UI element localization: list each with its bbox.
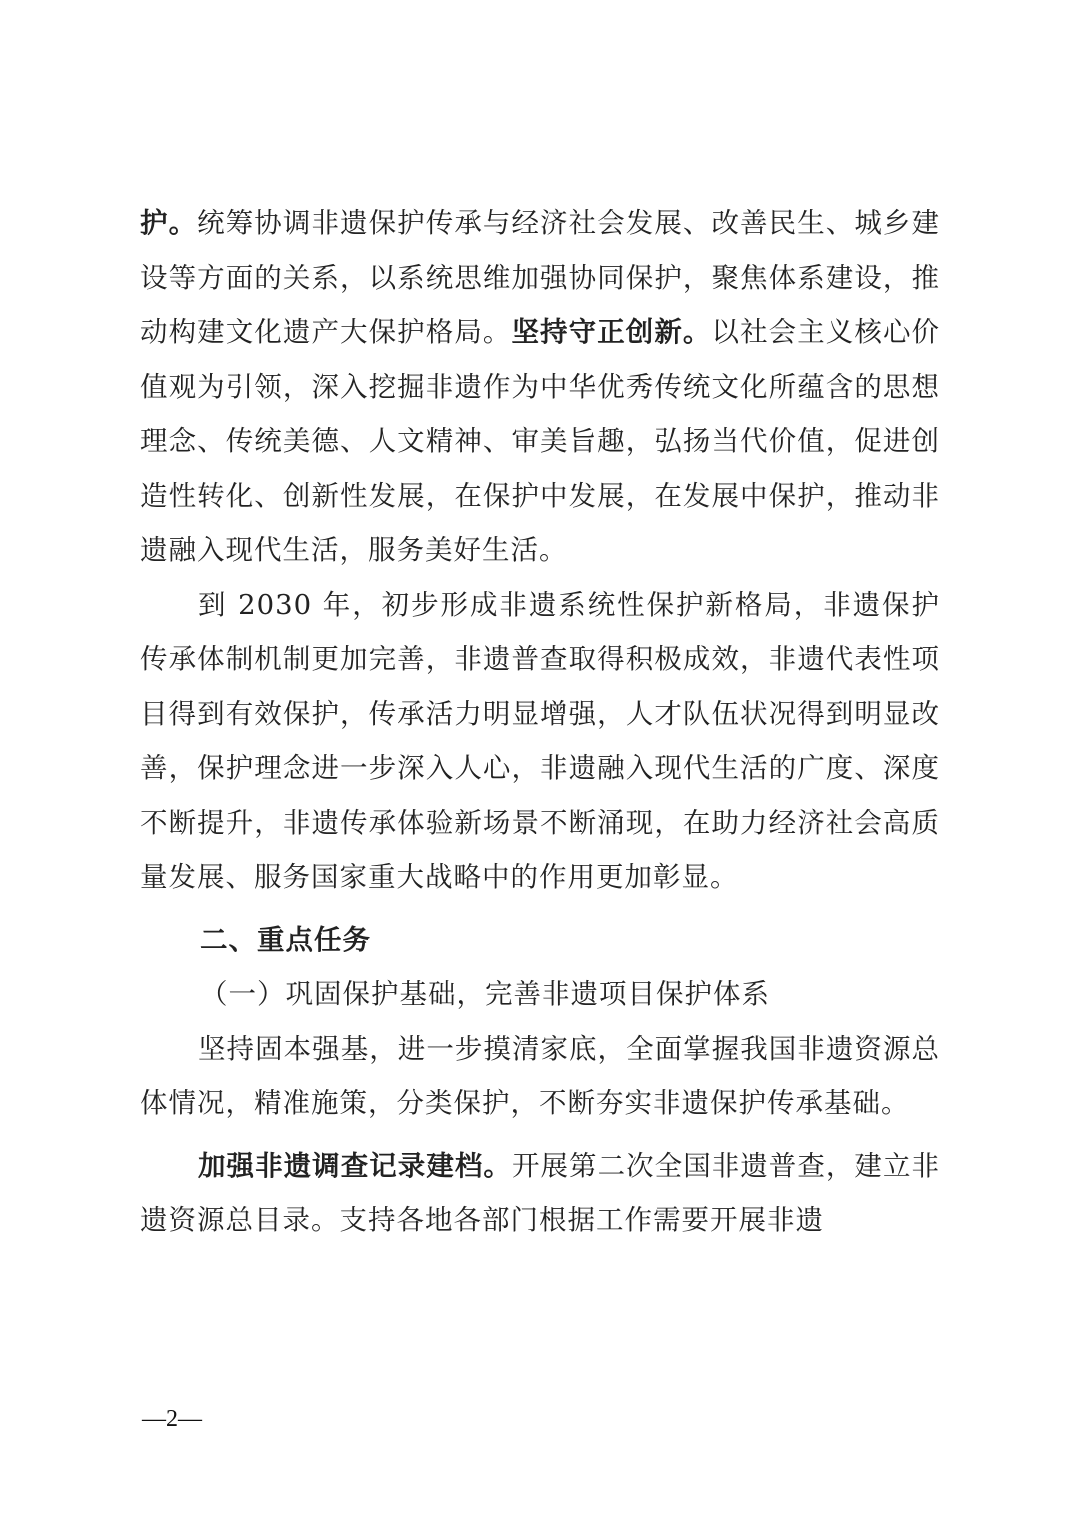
bold-lead-protection: 护。 xyxy=(140,207,198,239)
document-body xyxy=(140,196,940,1248)
bold-lead-survey: 加强非遗调查记录建档。 xyxy=(198,1149,512,1182)
bold-lead-innovation: 坚持守正创新。 xyxy=(511,316,712,348)
paragraph-goals-2030: 到 2030 年，初步形成非遗系统性保护新格局，非遗保护传承体制机制更加完善，非遗普查取得积极成效，非遗代表性项目得到有效保护，传承活力明显增强，人才队伍状况得到明显改善，保护理念进一步深入人心，非遗融入现代生活的广度、深度不断提升，非遗传承体验新场景不断涌现，在助力经济社会高质量发展、服务国家重大战略中的作用更加彰显。 xyxy=(140,588,940,893)
paragraph-survey xyxy=(140,1139,940,1248)
subsection-heading: （一）巩固保护基础，完善非遗项目保护体系 xyxy=(200,978,770,1010)
paragraph-text: 以社会主义核心价值观为引领，深入挖掘非遗作为中华优秀传统文化所蕴含的思想理念、传统美德、人文精神、审美旨趣，弘扬当代价值，促进创造性转化、创新性发展，在保护中发展，在发展中保护，推动非遗融入现代生活，服务美好生活。 xyxy=(140,316,941,566)
page-number: —2— xyxy=(142,1406,202,1432)
section-heading: 二、重点任务 xyxy=(200,923,371,956)
paragraph-text: 开展第二次全国非遗普查，建立非遗资源总目录。支持各地各部门根据工作需要开展非遗 xyxy=(140,1149,941,1236)
paragraph-principles xyxy=(140,196,940,578)
paragraph-text: 统筹协调非遗保护传承与经济社会发展、改善民生、城乡建设等方面的关系，以系统思维加强协同保护，聚焦体系建设，推动构建文化遗产大保护格局。 xyxy=(140,207,941,348)
paragraph-foundation: 坚持固本强基，进一步摸清家底，全面掌握我国非遗资源总体情况，精准施策，分类保护，不断夯实非遗保护传承基础。 xyxy=(140,1032,940,1119)
